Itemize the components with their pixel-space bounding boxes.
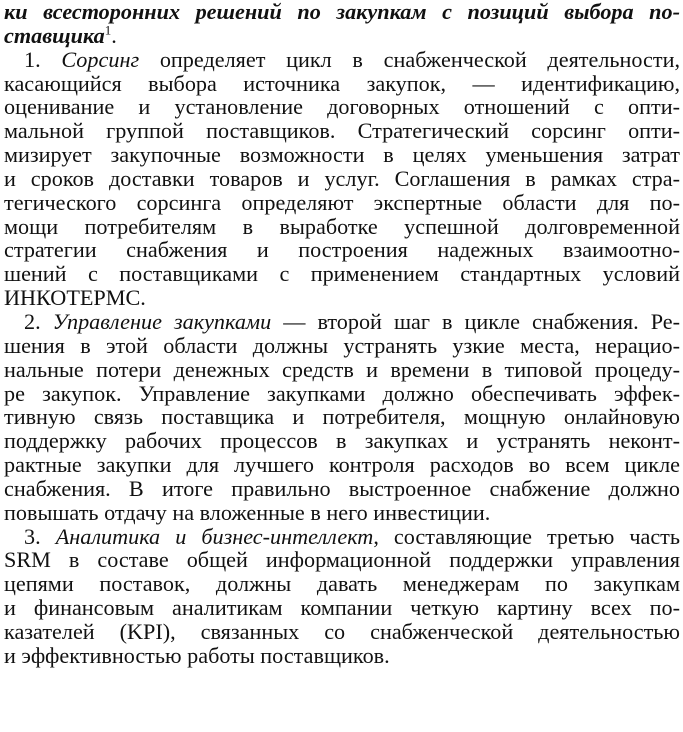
paragraph-line: стратегии снабжения и построения надежных взаимоотно- [4,237,680,263]
section-term: Сорсинг [61,46,140,72]
paragraph-line: оценивание и установление договорных отношений с опти- [4,94,680,120]
paragraph-line: ИНКОТЕРМС. [4,285,146,311]
paragraph-line: SRM в составе общей информационной поддержки управления [4,547,680,573]
paragraph-line: тивную связь поставщика и потребителя, мощную онлайновую [4,404,680,430]
intro-text: ставщика [4,22,105,48]
paragraph-line: мальной группой поставщиков. Стратегический сорсинг опти- [4,118,680,144]
paragraph-line: нальные потери денежных средств и времени в типовой процеду- [4,356,680,382]
paragraph-line: и эффективностью работы поставщиков. [4,642,390,668]
paragraph-line: рактные закупки для лучшего контроля расходов во всем цикле [4,452,680,478]
paragraph-line: казателей (KPI), связанных со снабженческой деятельностью [4,618,680,644]
section-number: 1. [24,46,41,72]
paragraph-line: тегического сорсинга определяют экспертные области для по- [4,189,680,215]
intro-line [4,24,680,48]
section-number: 2. [24,308,41,334]
footnote-mark: 1 [104,22,112,38]
intro-line [4,0,680,24]
document-page [4,0,680,668]
paragraph-line: и сроков доставки товаров и услуг. Соглашения в рамках стра- [4,165,680,191]
intro-text: . [111,22,117,48]
section-term: Аналитика и бизнес-интеллект [55,523,374,549]
paragraph-line: мизирует закупочные возможности в целях уменьшения затрат [4,142,680,168]
paragraph-line: шений с поставщиками с применением стандартных условий [4,261,680,287]
paragraph-line: цепями поставок, должны давать менеджерам по закупкам [4,571,680,597]
intro-text: ки всесторонних решений по закупкам с позиций выбора по- [4,0,680,24]
section-number: 3. [24,523,41,549]
paragraph-line: снабжения. В итоге правильно выстроенное снабжение должно [4,475,680,501]
paragraph-line: мощи потребителям в выработке успешной долговременной [4,213,680,239]
paragraph-line: поддержку рабочих процессов в закупках и устранять неконт- [4,428,680,454]
paragraph-line: повышать отдачу на вложенные в него инвестиции. [4,499,491,525]
paragraph-text: — второй шаг в цикле снабжения. Ре- [271,308,680,334]
paragraph-line [4,525,680,549]
section-term: Управление закупками [52,308,272,334]
paragraph-text: определяет цикл в снабженческой деятельности, [139,46,680,72]
paragraph-line [4,48,680,72]
paragraph-line [4,310,680,334]
paragraph-line: и финансовым аналитикам компании четкую картину всех по- [4,595,680,621]
paragraph-line: ре закупок. Управление закупками должно обеспечивать эффек- [4,380,680,406]
paragraph-line: касающийся выбора источника закупок, — идентификацию, [4,70,680,96]
paragraph-line: шения в этой области должны устранять узкие места, нерацио- [4,332,680,358]
paragraph-text: , составляющие третью часть [373,523,680,549]
